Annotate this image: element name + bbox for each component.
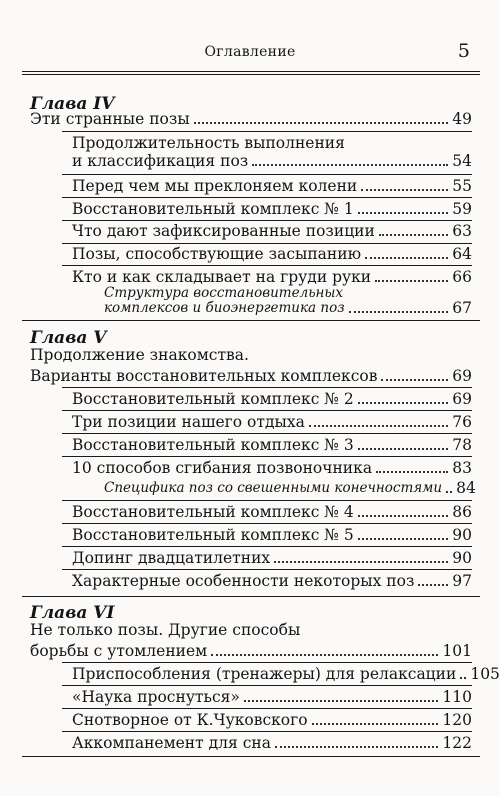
leader-dots [446, 491, 452, 493]
toc-entry[interactable] [72, 459, 472, 477]
toc-entry-chapter-vi-main[interactable] [30, 642, 472, 660]
leader-dots [358, 448, 449, 450]
toc-entry-title: Позы, способствующие засыпанию [72, 245, 362, 263]
footer-rule [22, 756, 480, 757]
leader-dots [379, 234, 448, 236]
leader-dots [358, 402, 449, 404]
toc-entry-page: 55 [452, 177, 472, 195]
leader-dots [211, 654, 438, 656]
toc-entry[interactable] [72, 177, 472, 195]
entry-rule [62, 708, 472, 709]
leader-dots [365, 257, 448, 259]
leader-dots [194, 122, 449, 124]
toc-entry-page: 120 [442, 711, 472, 729]
toc-entry-title: Допинг двадцатилетних [72, 549, 271, 567]
toc-entry-title: комплексов и биоэнергетика поз [104, 300, 345, 316]
entry-rule [62, 685, 472, 686]
entry-rule [62, 523, 472, 524]
toc-main-title-line1: Не только позы. Другие способы [30, 621, 301, 639]
toc-entry[interactable] [72, 503, 472, 521]
chapter-heading-vi: Глава VI [30, 603, 115, 623]
header-rule [22, 71, 480, 72]
leader-dots [358, 538, 449, 540]
toc-entry-page: 78 [452, 436, 472, 454]
chapter-divider [22, 596, 480, 597]
toc-entry-page: 49 [452, 110, 472, 128]
toc-entry-page: 69 [452, 367, 472, 385]
entry-rule [62, 500, 472, 501]
toc-entry[interactable] [72, 549, 472, 567]
chapter-heading-iv: Глава IV [30, 94, 115, 114]
leader-dots [376, 471, 448, 473]
toc-entry-page: 101 [442, 642, 472, 660]
toc-subentry[interactable] [104, 299, 472, 317]
toc-entry-page: 66 [452, 268, 472, 286]
toc-entry-page: 105 [470, 665, 500, 683]
section-rule [62, 131, 472, 132]
toc-entry[interactable] [72, 526, 472, 544]
toc-entry[interactable] [72, 572, 472, 590]
toc-entry-page: 83 [452, 459, 472, 477]
entry-rule [62, 410, 472, 411]
toc-entry-title: Аккомпанемент для сна [72, 734, 271, 752]
toc-entry-page: 59 [452, 200, 472, 218]
toc-entry[interactable] [72, 200, 472, 218]
toc-entry-page: 64 [452, 245, 472, 263]
entry-rule [62, 265, 472, 266]
toc-subentry[interactable] [104, 479, 476, 497]
entry-rule [62, 433, 472, 434]
page-number: 5 [457, 40, 470, 62]
toc-entry-title: Восстановительный комплекс № 1 [72, 200, 354, 218]
toc-entry-title: Восстановительный комплекс № 3 [72, 436, 354, 454]
toc-entry-title: Приспособления (тренажеры) для релаксации [72, 665, 457, 683]
toc-entry-title: Что дают зафиксированные позиции [72, 222, 375, 240]
leader-dots [358, 515, 449, 517]
running-header-title: Оглавление [204, 44, 296, 60]
toc-entry-title: Восстановительный комплекс № 2 [72, 390, 354, 408]
entry-rule [62, 731, 472, 732]
toc-entry[interactable] [72, 245, 472, 263]
leader-dots [381, 379, 448, 381]
toc-entry[interactable] [72, 413, 472, 431]
toc-entry-title: Восстановительный комплекс № 4 [72, 503, 354, 521]
leader-dots [375, 280, 448, 282]
entry-rule [62, 197, 472, 198]
toc-entry-title: 10 способов сгибания позвоночника [72, 459, 373, 477]
toc-entry-page: 63 [452, 222, 472, 240]
toc-entry-page: 90 [452, 549, 472, 567]
toc-entry-chapter-v-main[interactable] [30, 367, 472, 385]
toc-entry-title: Три позиции нашего отдыха [72, 413, 305, 431]
toc-entry-page: 86 [452, 503, 472, 521]
toc-entry[interactable] [72, 665, 500, 683]
toc-entry-page: 90 [452, 526, 472, 544]
toc-entry[interactable] [72, 734, 472, 752]
toc-entry-title: Специфика поз со свешенными конечностями [104, 480, 443, 496]
section-rule [62, 387, 472, 388]
toc-subentry-title-line1: Структура восстановительных [104, 285, 344, 301]
toc-entry[interactable] [72, 688, 472, 706]
toc-entry-title: Эти странные позы [30, 110, 190, 128]
toc-entry[interactable] [72, 390, 472, 408]
entry-rule [62, 456, 472, 457]
toc-entry-title: и классификация поз [72, 152, 249, 170]
toc-entry-title: Кто и как складывает на груди руки [72, 268, 372, 286]
leader-dots [312, 723, 439, 725]
toc-main-title-line1: Продолжение знакомства. [30, 346, 249, 364]
toc-entry-title: Характерные особенности некоторых поз [72, 572, 415, 590]
toc-entry[interactable] [72, 436, 472, 454]
toc-entry-page: 84 [456, 479, 476, 497]
toc-entry-page: 69 [452, 390, 472, 408]
toc-entry-title: Снотворное от К.Чуковского [72, 711, 308, 729]
leader-dots [460, 677, 466, 679]
toc-entry-title: Варианты восстановительных комплексов [30, 367, 378, 385]
toc-entry[interactable] [72, 711, 472, 729]
entry-rule [62, 243, 472, 244]
section-rule [62, 662, 472, 663]
leader-dots [349, 311, 449, 313]
toc-entry-page: 97 [452, 572, 472, 590]
toc-entry-chapter-iv-main[interactable] [30, 110, 472, 128]
leader-dots [418, 584, 448, 586]
toc-entry-page: 122 [442, 734, 472, 752]
chapter-divider [22, 320, 480, 321]
leader-dots [274, 561, 448, 563]
entry-rule [62, 220, 472, 221]
leader-dots [244, 700, 439, 702]
header-rule-secondary [22, 74, 480, 75]
toc-entry-title-line1: Продолжительность выполнения [72, 134, 345, 152]
toc-entry-title: борьбы с утомлением [30, 642, 208, 660]
leader-dots [358, 212, 449, 214]
toc-entry-page: 54 [452, 152, 472, 170]
entry-rule [62, 569, 472, 570]
leader-dots [252, 164, 448, 166]
toc-entry-title: «Наука проснуться» [72, 688, 240, 706]
entry-rule [62, 174, 472, 175]
toc-entry-title: Перед чем мы преклоняем колени [72, 177, 358, 195]
toc-entry-page: 110 [442, 688, 472, 706]
leader-dots [361, 189, 448, 191]
leader-dots [275, 746, 438, 748]
entry-rule [62, 546, 472, 547]
chapter-heading-v: Глава V [30, 328, 107, 348]
toc-entry-page: 67 [452, 299, 472, 317]
toc-entry[interactable] [72, 222, 472, 240]
toc-entry-page: 76 [452, 413, 472, 431]
toc-entry-title: Восстановительный комплекс № 5 [72, 526, 354, 544]
leader-dots [309, 425, 448, 427]
toc-entry[interactable] [72, 152, 472, 170]
